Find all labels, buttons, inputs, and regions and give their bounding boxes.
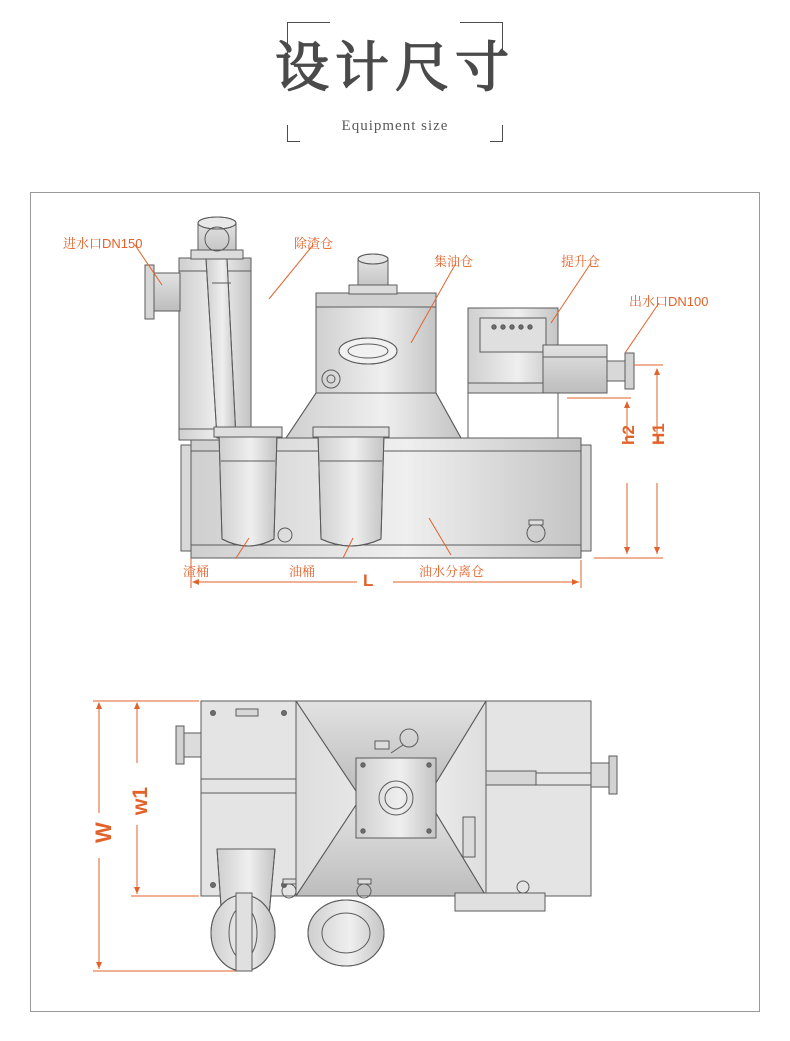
- dimension-h2: h2: [619, 425, 638, 445]
- callout-inlet: 进水口DN150: [63, 236, 143, 251]
- page-subtitle: Equipment size: [341, 118, 449, 134]
- drawing-panel: [30, 192, 760, 1012]
- callout-separator: 油水分离仓: [419, 564, 485, 579]
- callout-outlet: 出水口DN100: [629, 294, 709, 309]
- callout-oil-collect: 集油仓: [434, 254, 474, 269]
- page-header: [0, 0, 790, 175]
- callout-lift-bin: 提升仓: [561, 254, 601, 269]
- dimension-L: L: [363, 571, 374, 590]
- page-title: 设计尺寸: [275, 36, 515, 99]
- technical-drawing: [31, 193, 759, 1011]
- callout-oil-bucket: 油桶: [289, 564, 316, 579]
- dimension-w1: w1: [129, 786, 152, 815]
- callout-slag-bucket: 渣桶: [183, 564, 210, 579]
- frame-gap-bottom: [300, 135, 490, 149]
- dimension-H1: H1: [649, 423, 668, 445]
- dimension-W: W: [91, 822, 116, 843]
- callout-slag-bin: 除渣仓: [294, 236, 334, 251]
- frame-gap-top: [330, 16, 460, 30]
